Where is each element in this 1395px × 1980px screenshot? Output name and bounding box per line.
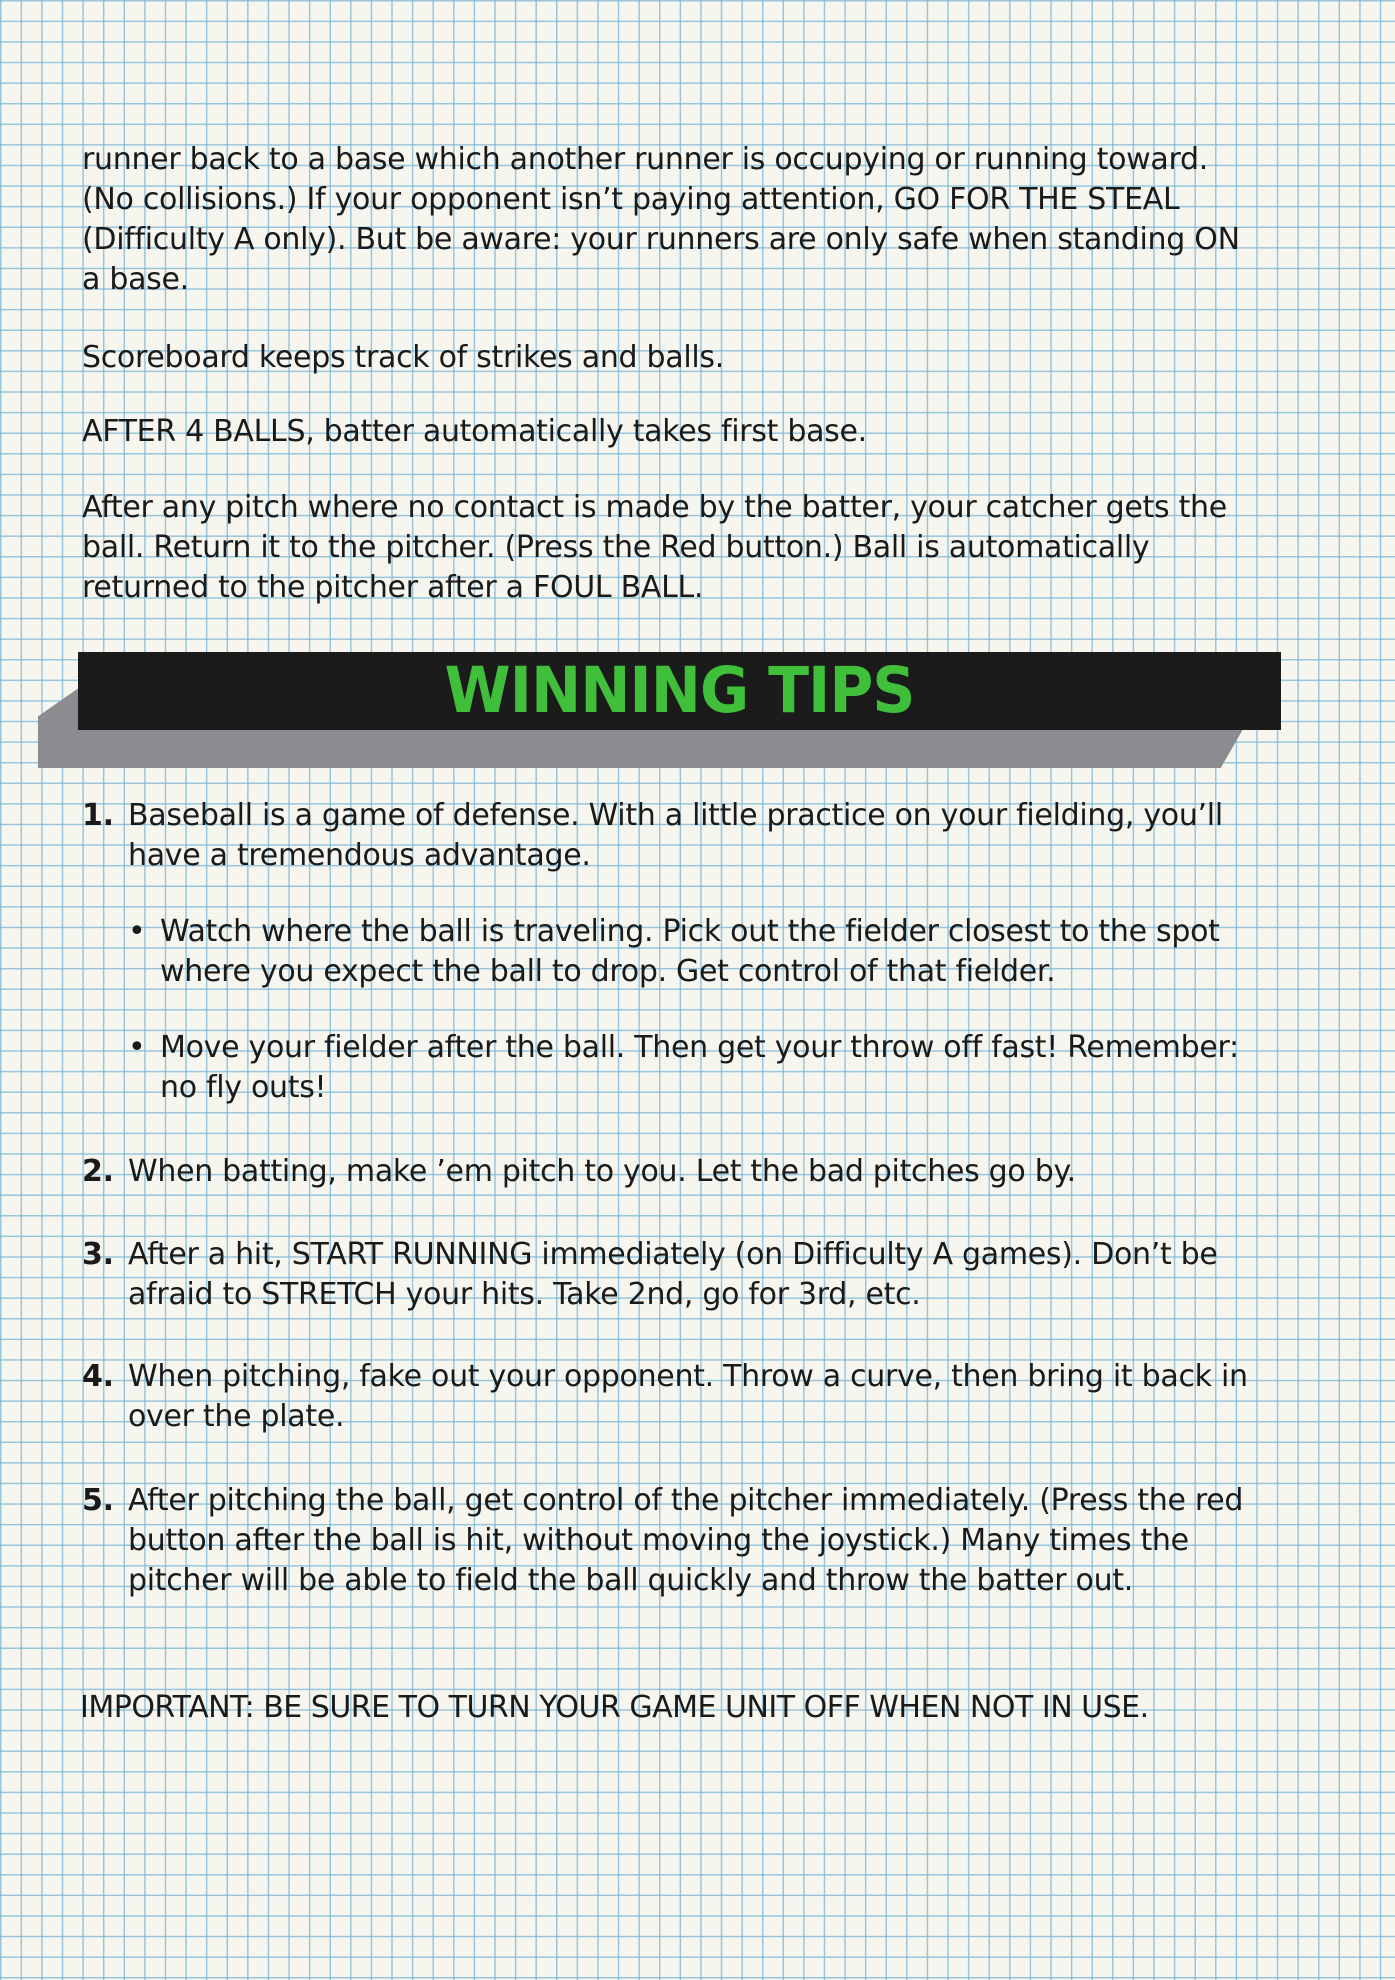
paragraph-catcher-return: After any pitch where no contact is made by the batter, your catcher gets the ball. Return it to the pitcher. (Press the Red button.) Ball is automatically returned to the pitcher after a FOUL BALL. [82, 490, 1227, 605]
tip-text: When pitching, fake out your opponent. Throw a curve, then bring it back in over the plate. [128, 1359, 1248, 1434]
bullet-text: Move your fielder after the ball. Then get your throw off fast! Remember: no fly outs! [160, 1030, 1239, 1105]
tip-1-bullet-1 [128, 912, 1268, 992]
bullet-dot: • [128, 914, 146, 949]
tip-number: 2. [82, 1154, 114, 1189]
tip-text: After a hit, START RUNNING immediately (on Difficulty A games). Don’t be afraid to STRETCH your hits. Take 2nd, go for 3rd, etc. [128, 1237, 1218, 1312]
tip-number: 3. [82, 1237, 114, 1272]
bullet-text: Watch where the ball is traveling. Pick out the fielder closest to the spot where you expect the ball to drop. Get control of that fielder. [160, 914, 1220, 989]
tip-item-5 [82, 1481, 1262, 1601]
tip-1-bullet-2 [128, 1028, 1268, 1108]
tip-item-2 [82, 1152, 1262, 1192]
tip-text: After pitching the ball, get control of the pitcher immediately. (Press the red button after the ball is hit, without moving the joystick.) Many times the pitcher will be able to field the ball quickly and throw the batter out. [128, 1483, 1244, 1598]
tip-number: 4. [82, 1359, 114, 1394]
tip-item-1 [82, 796, 1262, 876]
paragraph-steal-rules: runner back to a base which another runner is occupying or running toward. (No collisions.) If your opponent isn’t paying attention, GO FOR THE STEAL (Difficulty A only). But be aware: your runners are only safe when standing ON a base. [82, 142, 1240, 297]
paragraph-scoreboard: Scoreboard keeps track of strikes and balls. [82, 340, 724, 375]
tip-text: When batting, make ’em pitch to you. Let the bad pitches go by. [128, 1154, 1076, 1189]
bullet-dot: • [128, 1030, 146, 1065]
paragraph-four-balls: AFTER 4 BALLS, batter automatically takes first base. [82, 414, 867, 449]
important-notice: IMPORTANT: BE SURE TO TURN YOUR GAME UNIT OFF WHEN NOT IN USE. [80, 1690, 1149, 1725]
banner-bar [78, 652, 1281, 730]
tip-number: 5. [82, 1483, 114, 1518]
tip-item-4 [82, 1357, 1262, 1437]
section-title: WINNING TIPS [444, 654, 915, 728]
section-banner [38, 652, 1283, 772]
tip-number: 1. [82, 798, 114, 833]
tip-text: Baseball is a game of defense. With a little practice on your fielding, you’ll have a tremendous advantage. [128, 798, 1223, 873]
tip-item-3 [82, 1235, 1262, 1315]
